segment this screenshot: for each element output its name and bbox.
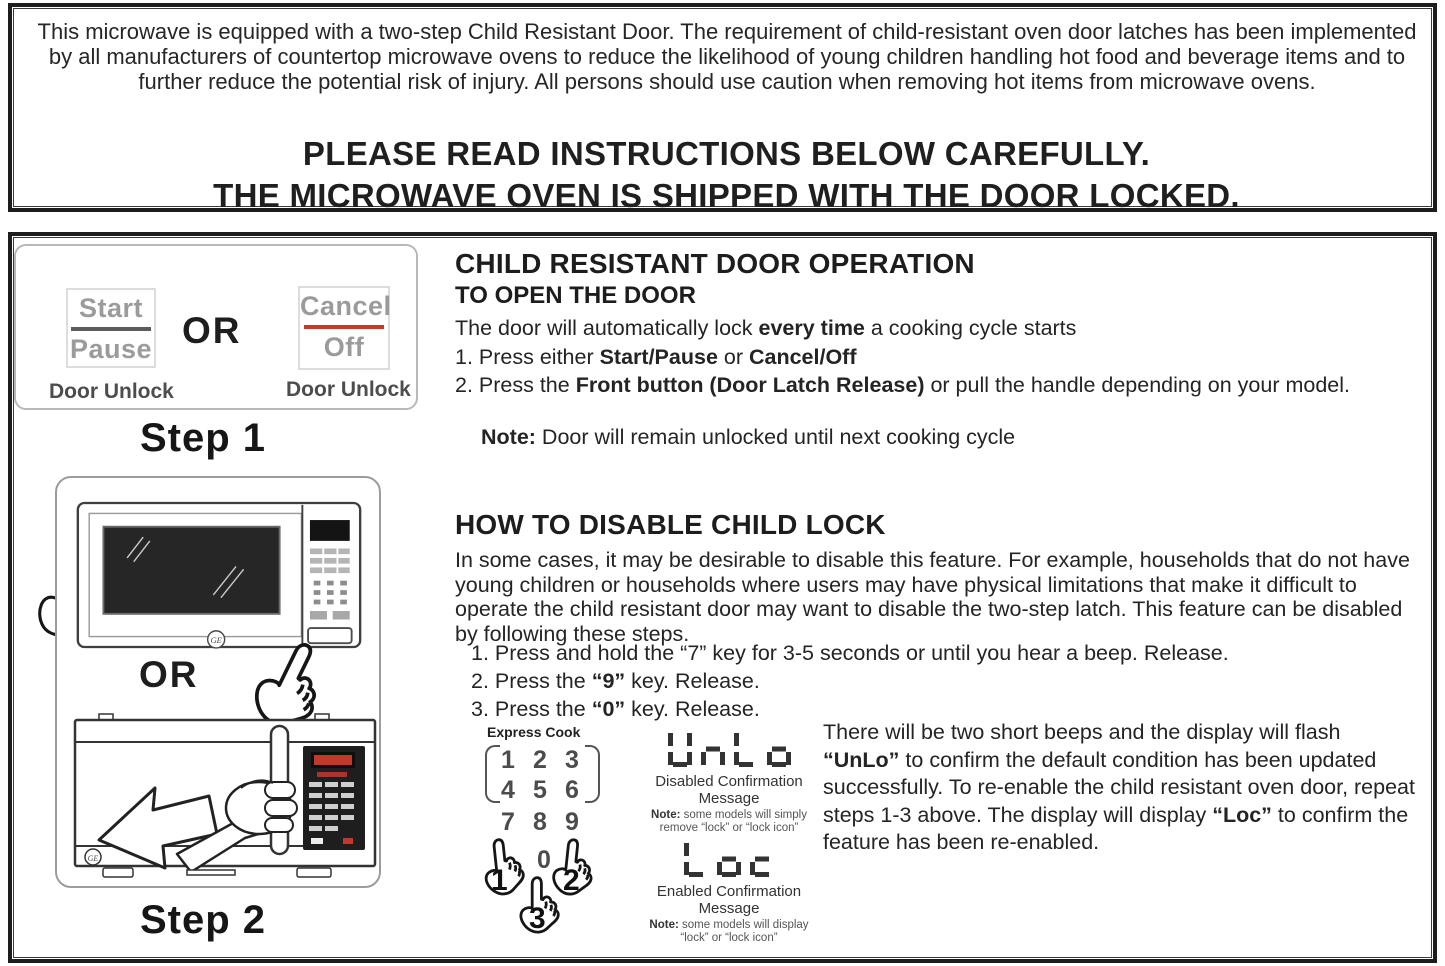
express-cook-keypad bbox=[485, 724, 605, 954]
key-4: 4 bbox=[501, 776, 515, 804]
cancel-label: Cancel bbox=[300, 291, 392, 321]
front-button-door-latch-release bbox=[308, 628, 352, 643]
otr-microwave-illustration bbox=[59, 712, 381, 890]
enabled-caption: Enabled Confirmation Message bbox=[656, 883, 802, 917]
unlo-display bbox=[640, 731, 818, 767]
notice-box bbox=[8, 3, 1437, 212]
countertop-microwave-illustration bbox=[75, 496, 363, 654]
key-9: 9 bbox=[565, 808, 579, 836]
key-3: 3 bbox=[565, 746, 579, 774]
start-divider bbox=[71, 327, 150, 331]
open-door-subtitle: TO OPEN THE DOOR bbox=[455, 282, 696, 309]
key-7: 7 bbox=[501, 808, 515, 836]
start-label: Start bbox=[78, 293, 143, 323]
key-0: 0 bbox=[537, 846, 551, 874]
warning-line-1: PLEASE READ INSTRUCTIONS BELOW CAREFULLY. bbox=[302, 135, 1151, 172]
svg-text:GE: GE bbox=[87, 854, 99, 863]
warning-line-2: THE MICROWAVE OVEN IS SHIPPED WITH THE DOOR LOCKED. bbox=[213, 177, 1240, 214]
step2-caption: Step 2 bbox=[140, 898, 267, 942]
or-label-step2: OR bbox=[139, 654, 199, 695]
press-order-3: 3 bbox=[529, 902, 546, 935]
disable-lock-paragraph: In some cases, it may be desirable to disable this feature. For example, households that do not have young children or households where users may have physical limitations that make it difficult to operate the child resistant door may want to disable the two-step latch. This feature can be disabled by following these steps. bbox=[455, 548, 1410, 646]
enabled-note: Note: some models will display “lock” or “lock icon” bbox=[649, 919, 809, 944]
cancel-divider bbox=[304, 325, 385, 329]
disable-step-2: 2. Press the “9” key. Release. bbox=[471, 669, 760, 693]
key-1: 1 bbox=[501, 746, 515, 774]
start-pause-button-illustration bbox=[66, 288, 156, 368]
step1-panel bbox=[14, 244, 418, 410]
step1-caption: Step 1 bbox=[140, 416, 267, 460]
or-label-step1: OR bbox=[182, 310, 242, 351]
off-label: Off bbox=[323, 332, 365, 362]
press-order-1: 1 bbox=[491, 864, 508, 897]
disabled-confirmation-block bbox=[640, 731, 818, 835]
notice-paragraph: This microwave is equipped with a two-step Child Resistant Door. The requirement of child-resistant oven door latches has been implemented by all manufacturers of countertop microwave ovens to reduce the likelihood of young children handling hot food and beverage items and to further reduce the potential risk of injury. All persons should use caution when removing hot items from microwave ovens. bbox=[37, 19, 1417, 94]
key-2: 2 bbox=[533, 746, 547, 774]
cancel-off-button-illustration bbox=[298, 286, 390, 370]
disabled-note: Note: some models will simply remove “lock” or “lock icon” bbox=[651, 809, 807, 834]
result-paragraph: There will be two short beeps and the display will flash “UnLo” to confirm the default condition has been updated successfully. To re-enable the child resistant oven door, repeat steps 1-3 above. The display will display “Loc” to confirm the feature has been re-enabled. bbox=[823, 720, 1415, 854]
door-operation-title: CHILD RESISTANT DOOR OPERATION bbox=[455, 248, 975, 279]
pause-label: Pause bbox=[69, 334, 153, 364]
loc-display bbox=[640, 841, 818, 877]
disable-lock-title: HOW TO DISABLE CHILD LOCK bbox=[455, 509, 886, 540]
press-order-2: 2 bbox=[563, 864, 580, 897]
microwave-illustration-panel bbox=[55, 476, 381, 888]
enabled-confirmation-block bbox=[640, 841, 818, 945]
key-6: 6 bbox=[565, 776, 579, 804]
key-8: 8 bbox=[533, 808, 547, 836]
disabled-caption: Disabled Confirmation Message bbox=[655, 773, 803, 807]
door-operation-step-2: 2. Press the Front button (Door Latch Release) or pull the handle depending on your model. bbox=[455, 373, 1351, 397]
disable-step-3: 3. Press the “0” key. Release. bbox=[471, 697, 760, 721]
door-operation-step-1: 1. Press either Start/Pause or Cancel/Off bbox=[455, 345, 857, 369]
door-operation-intro: The door will automatically lock every time a cooking cycle starts bbox=[455, 316, 1077, 340]
keypad-bracket-right bbox=[585, 745, 600, 803]
svg-text:GE: GE bbox=[210, 635, 222, 646]
disable-step-1: 1. Press and hold the “7” key for 3-5 seconds or until you hear a beep. Release. bbox=[471, 641, 1229, 665]
door-operation-note: Note: Door will remain unlocked until next cooking cycle bbox=[481, 425, 1016, 449]
express-cook-label: Express Cook bbox=[487, 724, 581, 740]
door-unlock-label-left: Door Unlock bbox=[49, 380, 174, 403]
key-5: 5 bbox=[533, 776, 547, 804]
door-unlock-label-right: Door Unlock bbox=[286, 378, 411, 401]
